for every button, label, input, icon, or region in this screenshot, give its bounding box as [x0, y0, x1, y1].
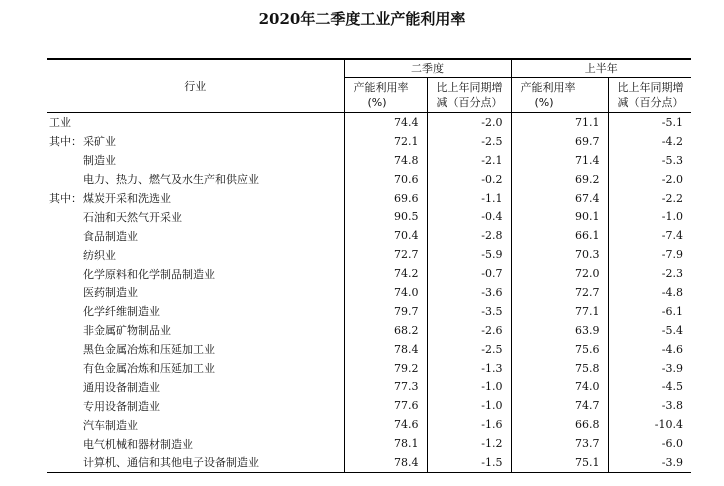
h1-change-cell: -5.1: [608, 113, 691, 132]
industry-name-cell: [47, 207, 344, 226]
q2-change-cell: -3.5: [427, 302, 511, 321]
industry-name: 工业: [49, 116, 71, 130]
h1-change-cell: -2.0: [608, 170, 691, 189]
industry-name: 纺织业: [83, 248, 116, 262]
industry-name-cell: [47, 434, 344, 453]
h1-change-cell: -3.8: [608, 396, 691, 415]
industry-name-cell: [47, 151, 344, 170]
table-row: [47, 283, 691, 302]
h1-change-cell: -10.4: [608, 415, 691, 434]
h1-change-cell: -5.3: [608, 151, 691, 170]
h1-rate-cell: 75.1: [511, 453, 608, 472]
h1-header: 上半年: [511, 59, 691, 78]
industry-name: 制造业: [83, 154, 116, 168]
h1-rate-cell: 69.7: [511, 132, 608, 151]
q2-change-cell: -2.8: [427, 226, 511, 245]
rate-header-line1: 产能利用率: [520, 81, 576, 94]
industry-name-cell: [47, 340, 344, 359]
q2-rate-cell: 70.4: [344, 226, 427, 245]
q2-rate-header: [344, 78, 427, 113]
industry-name: 化学纤维制造业: [83, 305, 160, 319]
industry-header: 行业: [47, 59, 344, 113]
page-title: 2020年二季度工业产能利用率: [258, 10, 466, 28]
table-row: [47, 321, 691, 340]
q2-change-cell: -1.1: [427, 189, 511, 208]
h1-rate-cell: 74.0: [511, 377, 608, 396]
industry-name-cell: [47, 283, 344, 302]
h1-change-cell: -3.9: [608, 453, 691, 472]
table-row: [47, 207, 691, 226]
h1-change-cell: -5.4: [608, 321, 691, 340]
industry-name-cell: [47, 359, 344, 378]
q2-header: 二季度: [344, 59, 511, 78]
q2-change-header: [427, 78, 511, 113]
q2-rate-cell: 74.0: [344, 283, 427, 302]
h1-rate-cell: 69.2: [511, 170, 608, 189]
table-header-row: [47, 59, 691, 78]
q2-change-cell: -1.2: [427, 434, 511, 453]
industry-name-cell: [47, 377, 344, 396]
industry-name: 石油和天然气开采业: [83, 210, 182, 224]
h1-rate-cell: 75.6: [511, 340, 608, 359]
q2-rate-cell: 90.5: [344, 207, 427, 226]
row-prefix: 其中：: [49, 135, 82, 149]
industry-name: 非金属矿物制品业: [83, 324, 171, 338]
q2-change-cell: -1.0: [427, 396, 511, 415]
q2-change-cell: -2.6: [427, 321, 511, 340]
table-row: [47, 302, 691, 321]
q2-change-cell: -0.2: [427, 170, 511, 189]
h1-rate-cell: 71.4: [511, 151, 608, 170]
q2-rate-cell: 78.4: [344, 340, 427, 359]
h1-rate-cell: 73.7: [511, 434, 608, 453]
h1-change-cell: -1.0: [608, 207, 691, 226]
q2-rate-cell: 74.2: [344, 264, 427, 283]
q2-rate-cell: 68.2: [344, 321, 427, 340]
q2-change-cell: -1.6: [427, 415, 511, 434]
h1-change-cell: -7.4: [608, 226, 691, 245]
rate-header-line2: (%): [534, 96, 554, 109]
q2-rate-cell: 77.3: [344, 377, 427, 396]
h1-rate-cell: 66.8: [511, 415, 608, 434]
industry-name-cell: [47, 415, 344, 434]
h1-change-cell: -2.2: [608, 189, 691, 208]
table-row: [47, 245, 691, 264]
table-row: [47, 151, 691, 170]
industry-name: 煤炭开采和洗选业: [83, 192, 171, 205]
table-body: [47, 113, 691, 473]
industry-name: 化学原料和化学制品制造业: [83, 267, 215, 281]
industry-name: 黑色金属冶炼和压延加工业: [83, 343, 215, 357]
q2-change-cell: -1.5: [427, 453, 511, 472]
h1-change-cell: -2.3: [608, 264, 691, 283]
h1-change-header: [608, 78, 691, 113]
h1-rate-cell: 74.7: [511, 396, 608, 415]
industry-name-cell: [47, 453, 344, 472]
table-row: [47, 415, 691, 434]
industry-name-cell: [47, 189, 344, 208]
q2-change-cell: -0.4: [427, 207, 511, 226]
h1-rate-cell: 71.1: [511, 113, 608, 132]
q2-rate-cell: 72.7: [344, 245, 427, 264]
h1-rate-cell: 77.1: [511, 302, 608, 321]
h1-change-cell: -4.8: [608, 283, 691, 302]
h1-change-cell: -4.2: [608, 132, 691, 151]
q2-rate-cell: 79.2: [344, 359, 427, 378]
q2-change-cell: -2.1: [427, 151, 511, 170]
industry-name-cell: [47, 396, 344, 415]
q2-rate-cell: 74.4: [344, 113, 427, 132]
q2-change-cell: -2.5: [427, 132, 511, 151]
h1-change-cell: -4.5: [608, 377, 691, 396]
q2-rate-cell: 78.4: [344, 453, 427, 472]
q2-rate-cell: 77.6: [344, 396, 427, 415]
h1-change-cell: -6.0: [608, 434, 691, 453]
table-row: [47, 113, 691, 132]
table-row: [47, 453, 691, 472]
industry-name-cell: [47, 113, 344, 132]
change-header-line1: 比上年同期增: [436, 81, 503, 94]
q2-change-cell: -3.6: [427, 283, 511, 302]
capacity-utilization-table: [47, 58, 691, 473]
h1-rate-cell: 66.1: [511, 226, 608, 245]
industry-name: 电力、热力、燃气及水生产和供应业: [83, 173, 259, 187]
table-row: [47, 359, 691, 378]
h1-rate-cell: 70.3: [511, 245, 608, 264]
q2-rate-cell: 69.6: [344, 189, 427, 208]
industry-name-cell: [47, 302, 344, 321]
h1-change-cell: -3.9: [608, 359, 691, 378]
h1-rate-cell: 90.1: [511, 207, 608, 226]
table-row: [47, 132, 691, 151]
industry-name: 专用设备制造业: [83, 399, 160, 413]
industry-name: 医药制造业: [83, 286, 138, 300]
industry-name: 食品制造业: [83, 229, 138, 243]
q2-rate-cell: 79.7: [344, 302, 427, 321]
q2-change-cell: -2.0: [427, 113, 511, 132]
industry-name: 计算机、通信和其他电子设备制造业: [83, 456, 259, 470]
h1-rate-cell: 72.0: [511, 264, 608, 283]
rate-header-line2: (%): [367, 96, 387, 109]
change-header-line2: 减（百分点）: [617, 96, 684, 109]
table-row: [47, 226, 691, 245]
h1-change-cell: -6.1: [608, 302, 691, 321]
industry-name-cell: [47, 132, 344, 151]
industry-name-cell: [47, 245, 344, 264]
industry-name-cell: [47, 170, 344, 189]
h1-change-cell: -4.6: [608, 340, 691, 359]
table-row: [47, 189, 691, 208]
table-row: [47, 264, 691, 283]
change-header-line1: 比上年同期增: [617, 81, 684, 94]
industry-name: 通用设备制造业: [83, 380, 160, 394]
q2-rate-cell: 74.6: [344, 415, 427, 434]
q2-change-cell: -0.7: [427, 264, 511, 283]
q2-rate-cell: 78.1: [344, 434, 427, 453]
q2-rate-cell: 70.6: [344, 170, 427, 189]
industry-name: 电气机械和器材制造业: [83, 437, 193, 451]
h1-change-cell: -7.9: [608, 245, 691, 264]
industry-name-cell: [47, 321, 344, 340]
table-row: [47, 396, 691, 415]
industry-name-cell: [47, 264, 344, 283]
row-prefix: 其中：: [49, 192, 82, 205]
table-row: [47, 434, 691, 453]
q2-rate-cell: 74.8: [344, 151, 427, 170]
q2-rate-cell: 72.1: [344, 132, 427, 151]
q2-change-cell: -1.0: [427, 377, 511, 396]
q2-change-cell: -1.3: [427, 359, 511, 378]
h1-rate-header: [511, 78, 608, 113]
change-header-line2: 减（百分点）: [436, 96, 503, 109]
rate-header-line1: 产能利用率: [353, 81, 409, 94]
table-row: [47, 170, 691, 189]
q2-change-cell: -2.5: [427, 340, 511, 359]
industry-name: 采矿业: [83, 135, 116, 149]
industry-name-cell: [47, 226, 344, 245]
industry-name: 汽车制造业: [83, 418, 138, 432]
h1-rate-cell: 72.7: [511, 283, 608, 302]
q2-change-cell: -5.9: [427, 245, 511, 264]
industry-name: 有色金属冶炼和压延加工业: [83, 362, 215, 376]
h1-rate-cell: 63.9: [511, 321, 608, 340]
h1-rate-cell: 75.8: [511, 359, 608, 378]
h1-rate-cell: 67.4: [511, 189, 608, 208]
table-row: [47, 377, 691, 396]
table-row: [47, 340, 691, 359]
